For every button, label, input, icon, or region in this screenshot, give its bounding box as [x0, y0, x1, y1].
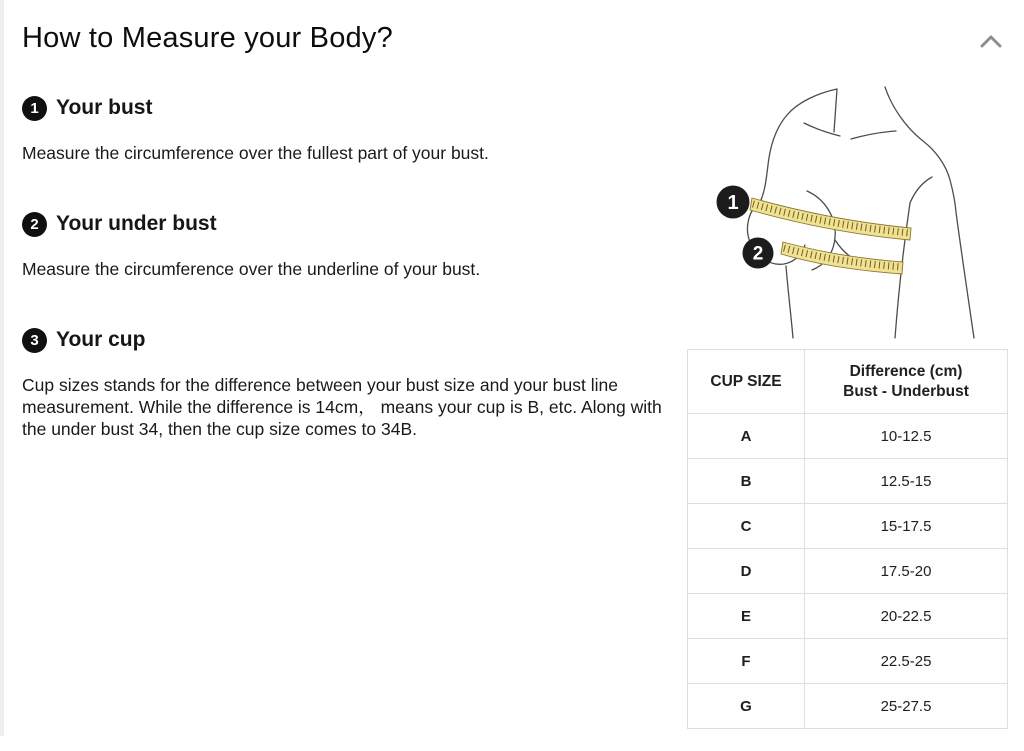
marker-2-label: 2 — [752, 243, 764, 265]
cup-cell: D — [688, 549, 805, 594]
table-row — [688, 459, 1008, 504]
torso-measure-diagram — [690, 85, 1010, 340]
step-3-number-badge: 3 — [22, 328, 47, 353]
range-cell: 10-12.5 — [805, 414, 1008, 459]
cup-cell: C — [688, 504, 805, 549]
underbust-tape — [781, 242, 903, 274]
cup-cell: F — [688, 639, 805, 684]
chevron-up-icon — [980, 35, 1002, 48]
cup-cell: G — [688, 684, 805, 729]
cup-cell: B — [688, 459, 805, 504]
step-3-description: Cup sizes stands for the difference between your bust size and your bust line measurement. While the difference is 14cm， means your cup is B, etc. Along with the under bust 34, then the cup size comes to 34B. — [22, 375, 662, 439]
difference-header-line1: Difference (cm) — [849, 362, 963, 380]
step-2-heading: Your under bust — [56, 212, 217, 235]
step-1-section — [22, 95, 674, 164]
cup-size-column-header: CUP SIZE — [688, 350, 805, 414]
step-3-section — [22, 327, 674, 440]
table-header-row — [688, 350, 1008, 414]
range-cell: 15-17.5 — [805, 504, 1008, 549]
marker-1-label: 1 — [727, 192, 739, 214]
step-2-description: Measure the circumference over the underline of your bust. — [22, 259, 481, 279]
range-cell: 17.5-20 — [805, 549, 1008, 594]
table-row — [688, 684, 1008, 729]
cup-cell: A — [688, 414, 805, 459]
cup-cell: E — [688, 594, 805, 639]
collapse-section-button[interactable] — [976, 28, 1006, 54]
difference-header-line2: Bust - Underbust — [843, 382, 969, 400]
step-2-section — [22, 211, 674, 280]
step-3-heading: Your cup — [56, 328, 146, 351]
cup-size-table — [687, 349, 1008, 729]
page-title: How to Measure your Body? — [22, 22, 393, 54]
table-row — [688, 549, 1008, 594]
step-1-heading: Your bust — [56, 96, 153, 119]
table-row — [688, 594, 1008, 639]
range-cell: 12.5-15 — [805, 459, 1008, 504]
table-row — [688, 414, 1008, 459]
table-row — [688, 504, 1008, 549]
step-2-number-badge: 2 — [22, 212, 47, 237]
difference-column-header — [805, 350, 1008, 414]
step-1-number-badge: 1 — [22, 96, 47, 121]
range-cell: 22.5-25 — [805, 639, 1008, 684]
step-1-description: Measure the circumference over the fullest part of your bust. — [22, 143, 489, 163]
table-row — [688, 639, 1008, 684]
range-cell: 25-27.5 — [805, 684, 1008, 729]
measurement-illustration — [690, 85, 1010, 340]
range-cell: 20-22.5 — [805, 594, 1008, 639]
page-edge-divider — [0, 0, 4, 736]
